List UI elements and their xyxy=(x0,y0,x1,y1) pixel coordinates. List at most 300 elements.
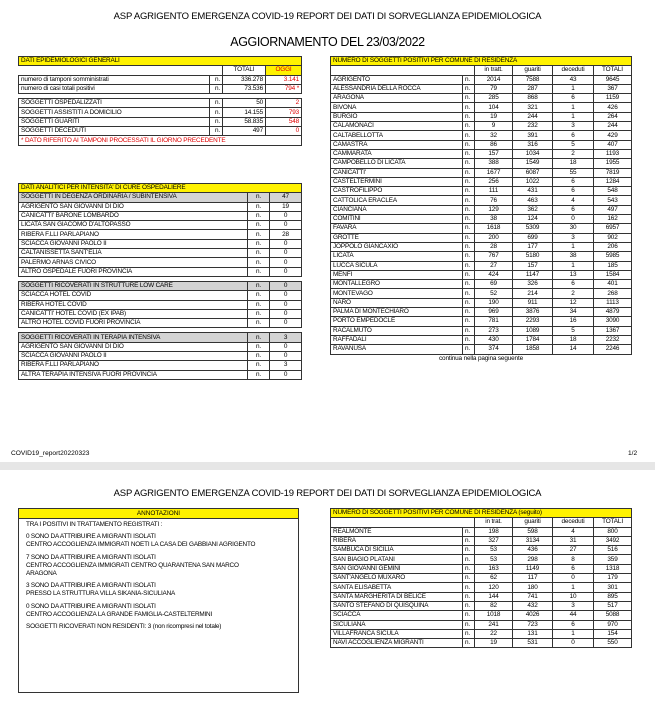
general-row-n: n. xyxy=(210,127,223,136)
in-treatment: 1618 xyxy=(475,224,513,233)
comune-n: n. xyxy=(463,196,475,205)
recovered: 868 xyxy=(513,94,553,103)
general-row-total: 14.155 xyxy=(223,108,266,117)
municipal-row xyxy=(331,252,632,261)
comune-n: n. xyxy=(463,270,475,279)
total: 970 xyxy=(594,620,632,629)
annotation-line: 0 SONO DA ATTRIBUIRE A MIGRANTI ISOLATI xyxy=(26,602,156,610)
total: 407 xyxy=(594,140,632,149)
municipal-row xyxy=(331,620,632,629)
total: 1367 xyxy=(594,326,632,335)
comune-name: GROTTE xyxy=(331,233,463,242)
intensity-row-value: 0 xyxy=(270,352,302,361)
comune-name: FAVARA xyxy=(331,224,463,233)
comune-n: n. xyxy=(463,629,475,638)
general-row-total: 497 xyxy=(223,127,266,136)
intensity-group-value: 3 xyxy=(270,333,302,342)
general-row xyxy=(19,84,302,93)
deceased: 12 xyxy=(553,298,594,307)
comune-name: CATTOLICA ERACLEA xyxy=(331,196,463,205)
recovered: 177 xyxy=(513,242,553,251)
recovered: 117 xyxy=(513,574,553,583)
total: 902 xyxy=(594,233,632,242)
comune-n: n. xyxy=(463,103,475,112)
intensity-row-value: 0 xyxy=(270,249,302,258)
in-treatment: 144 xyxy=(475,592,513,601)
municipal-title: NUMERO DI SOGGETTI POSITIVI PER COMUNE DI RESIDENZA xyxy=(331,57,632,66)
deceased: 44 xyxy=(553,611,594,620)
recovered: 723 xyxy=(513,620,553,629)
recovered: 180 xyxy=(513,583,553,592)
municipal-row xyxy=(331,187,632,196)
deceased: 2 xyxy=(553,149,594,158)
total: 1284 xyxy=(594,177,632,186)
comune-name: SAN BIAGIO PLATANI xyxy=(331,555,463,564)
recovered: 463 xyxy=(513,196,553,205)
comune-n: n. xyxy=(463,224,475,233)
intensity-row xyxy=(19,319,302,328)
intensity-row-value: 0 xyxy=(270,267,302,276)
recovered: 598 xyxy=(513,527,553,536)
intensity-group-header xyxy=(19,281,302,290)
recovered: 157 xyxy=(513,261,553,270)
intensity-row-label: RIBERA HOTEL COVID xyxy=(19,300,248,309)
total: 301 xyxy=(594,583,632,592)
in-treatment: 285 xyxy=(475,94,513,103)
deceased: 1 xyxy=(553,103,594,112)
deceased: 10 xyxy=(553,592,594,601)
total: 5985 xyxy=(594,252,632,261)
recovered: 3134 xyxy=(513,536,553,545)
recovered: 5309 xyxy=(513,224,553,233)
total: 1159 xyxy=(594,94,632,103)
recovered: 1034 xyxy=(513,149,553,158)
in-treatment: 32 xyxy=(475,131,513,140)
general-data-table xyxy=(18,56,302,146)
recovered: 699 xyxy=(513,233,553,242)
deceased: 6 xyxy=(553,620,594,629)
in-treatment: 9 xyxy=(475,122,513,131)
comune-name: ALESSANDRIA DELLA ROCCA xyxy=(331,84,463,93)
total: 550 xyxy=(594,639,632,648)
in-treatment: 86 xyxy=(475,140,513,149)
total: 3090 xyxy=(594,317,632,326)
comune-name: RAVANUSA xyxy=(331,345,463,354)
intensity-row-value: 0 xyxy=(270,309,302,318)
comune-name: LICATA xyxy=(331,252,463,261)
recovered: 214 xyxy=(513,289,553,298)
deceased: 16 xyxy=(553,317,594,326)
intensity-row-n: n. xyxy=(248,319,270,328)
general-row-n: n. xyxy=(210,99,223,108)
comune-n: n. xyxy=(463,168,475,177)
general-row xyxy=(19,75,302,84)
deceased: 5 xyxy=(553,326,594,335)
comune-n: n. xyxy=(463,205,475,214)
general-row-n: n. xyxy=(210,117,223,126)
comune-name: BURGIO xyxy=(331,112,463,121)
continue-note: continua nella pagina seguente xyxy=(439,354,523,362)
general-title: DATI EPIDEMIOLOGICI GENERALI xyxy=(19,57,302,66)
in-treatment: 198 xyxy=(475,527,513,536)
total: 185 xyxy=(594,261,632,270)
general-row xyxy=(19,127,302,136)
annotations-title: ANNOTAZIONI xyxy=(19,509,298,519)
footer-filename: COVID19_report20220323 xyxy=(11,450,90,457)
comune-n: n. xyxy=(463,601,475,610)
comune-n: n. xyxy=(463,215,475,224)
intensity-title: DATI ANALITICI PER INTENSITA' DI CURE OSPEDALIERE xyxy=(19,184,302,193)
total: 154 xyxy=(594,629,632,638)
recovered: 1147 xyxy=(513,270,553,279)
comune-name: RIBERA xyxy=(331,536,463,545)
general-row-today: 3.141 xyxy=(266,75,302,84)
total: 1318 xyxy=(594,564,632,573)
deceased: 0 xyxy=(553,215,594,224)
municipal-row xyxy=(331,335,632,344)
municipal-row xyxy=(331,205,632,214)
intensity-row-label: RIBERA F.LLI PARLAPIANO xyxy=(19,230,248,239)
footer-page-number: 1/2 xyxy=(628,450,638,457)
comune-n: n. xyxy=(463,242,475,251)
intensity-row-value: 0 xyxy=(270,211,302,220)
deceased: 31 xyxy=(553,536,594,545)
in-treatment: 430 xyxy=(475,335,513,344)
recovered: 124 xyxy=(513,215,553,224)
deceased: 18 xyxy=(553,159,594,168)
recovered: 6087 xyxy=(513,168,553,177)
general-row-label: SOGGETTI OSPEDALIZZATI xyxy=(19,99,210,108)
comune-n: n. xyxy=(463,187,475,196)
total: 517 xyxy=(594,601,632,610)
intensity-row-n: n. xyxy=(248,309,270,318)
general-row xyxy=(19,117,302,126)
municipal-row xyxy=(331,574,632,583)
page-separator xyxy=(0,462,655,470)
general-row-n: n. xyxy=(210,84,223,93)
comune-n: n. xyxy=(463,527,475,536)
intensity-row-n: n. xyxy=(248,258,270,267)
intensity-group-n: n. xyxy=(248,333,270,342)
comune-n: n. xyxy=(463,317,475,326)
deceased: 6 xyxy=(553,187,594,196)
municipal-row xyxy=(331,122,632,131)
total: 1584 xyxy=(594,270,632,279)
comune-name: REALMONTE xyxy=(331,527,463,536)
comune-name: PALMA DI MONTECHIARO xyxy=(331,308,463,317)
total: 497 xyxy=(594,205,632,214)
recovered: 1858 xyxy=(513,345,553,354)
general-row-label: SOGGETTI ASSISTITI A DOMICILIO xyxy=(19,108,210,117)
recovered: 244 xyxy=(513,112,553,121)
total: 895 xyxy=(594,592,632,601)
total: 401 xyxy=(594,280,632,289)
deceased: 3 xyxy=(553,601,594,610)
deceased: 6 xyxy=(553,205,594,214)
intensity-row-label: RIBERA F.LLI PARLAPIANO xyxy=(19,361,248,370)
total: 516 xyxy=(594,546,632,555)
total: 9645 xyxy=(594,75,632,84)
intensity-row-n: n. xyxy=(248,370,270,379)
in-treatment: 19 xyxy=(475,112,513,121)
deceased: 6 xyxy=(553,280,594,289)
comune-n: n. xyxy=(463,298,475,307)
intensity-row xyxy=(19,221,302,230)
total: 1113 xyxy=(594,298,632,307)
total: 264 xyxy=(594,112,632,121)
intensity-row-n: n. xyxy=(248,300,270,309)
intensity-row-value: 28 xyxy=(270,230,302,239)
intensity-group-n: n. xyxy=(248,281,270,290)
deceased: 3 xyxy=(553,233,594,242)
municipal-row xyxy=(331,84,632,93)
deceased: 4 xyxy=(553,196,594,205)
report-page-2 xyxy=(0,470,655,703)
deceased: 13 xyxy=(553,270,594,279)
recovered: 531 xyxy=(513,639,553,648)
comune-n: n. xyxy=(463,574,475,583)
municipal-row xyxy=(331,345,632,354)
total: 244 xyxy=(594,122,632,131)
recovered: 741 xyxy=(513,592,553,601)
municipal-row xyxy=(331,177,632,186)
deceased: 6 xyxy=(553,564,594,573)
total: 4879 xyxy=(594,308,632,317)
in-treatment: 273 xyxy=(475,326,513,335)
recovered: 321 xyxy=(513,103,553,112)
comune-name: SAN GIOVANNI GEMINI xyxy=(331,564,463,573)
in-treatment: 327 xyxy=(475,536,513,545)
deceased: 6 xyxy=(553,131,594,140)
comune-n: n. xyxy=(463,84,475,93)
comune-name: CANICATTI' xyxy=(331,168,463,177)
total: 426 xyxy=(594,103,632,112)
deceased: 6 xyxy=(553,94,594,103)
total: 429 xyxy=(594,131,632,140)
municipal-col-header: TOTALI xyxy=(594,66,632,75)
total: 2232 xyxy=(594,335,632,344)
annotation-line: CENTRO ACCOGLIENZA IMMIGRATI CENTRO QUARANTENA SAN MARCO xyxy=(26,561,239,569)
total: 179 xyxy=(594,574,632,583)
intensity-group-header xyxy=(19,193,302,202)
recovered: 2293 xyxy=(513,317,553,326)
municipal-row xyxy=(331,326,632,335)
comune-n: n. xyxy=(463,140,475,149)
general-row-today: 2 xyxy=(266,99,302,108)
intensity-row-n: n. xyxy=(248,249,270,258)
municipal-row xyxy=(331,611,632,620)
in-treatment: 53 xyxy=(475,546,513,555)
comune-n: n. xyxy=(463,308,475,317)
municipal-row xyxy=(331,196,632,205)
in-treatment: 374 xyxy=(475,345,513,354)
in-treatment: 79 xyxy=(475,84,513,93)
comune-name: ARAGONA xyxy=(331,94,463,103)
in-treatment: 27 xyxy=(475,261,513,270)
recovered: 287 xyxy=(513,84,553,93)
comune-n: n. xyxy=(463,177,475,186)
deceased: 1 xyxy=(553,112,594,121)
comune-name: NAVI ACCOGLIENZA MIGRANTI xyxy=(331,639,463,648)
intensity-row-label: AGRIGENTO SAN GIOVANNI DI DIO xyxy=(19,342,248,351)
intensity-row xyxy=(19,239,302,248)
recovered: 5180 xyxy=(513,252,553,261)
col-today-header: OGGI xyxy=(266,66,302,75)
general-row-label: SOGGETTI DECEDUTI xyxy=(19,127,210,136)
in-treatment: 19 xyxy=(475,639,513,648)
annotation-line: 7 SONO DA ATTRIBUIRE A MIGRANTI ISOLATI xyxy=(26,553,156,561)
deceased: 30 xyxy=(553,224,594,233)
in-treatment: 969 xyxy=(475,308,513,317)
in-treatment: 62 xyxy=(475,574,513,583)
intensity-row-value: 0 xyxy=(270,342,302,351)
in-treatment: 69 xyxy=(475,280,513,289)
comune-name: PORTO EMPEDOCLE xyxy=(331,317,463,326)
municipal-row xyxy=(331,555,632,564)
recovered: 3876 xyxy=(513,308,553,317)
annotations-box xyxy=(18,508,299,693)
comune-n: n. xyxy=(463,112,475,121)
municipal-row xyxy=(331,289,632,298)
general-row-total: 336.278 xyxy=(223,75,266,84)
comune-n: n. xyxy=(463,639,475,648)
comune-name: CASTROFILIPPO xyxy=(331,187,463,196)
general-row-n: n. xyxy=(210,75,223,84)
recovered: 391 xyxy=(513,131,553,140)
comune-n: n. xyxy=(463,94,475,103)
in-treatment: 157 xyxy=(475,149,513,158)
intensity-row-n: n. xyxy=(248,291,270,300)
comune-n: n. xyxy=(463,75,475,84)
intensity-group-header xyxy=(19,333,302,342)
intensity-row-value: 3 xyxy=(270,361,302,370)
comune-n: n. xyxy=(463,620,475,629)
recovered: 316 xyxy=(513,140,553,149)
municipal-row xyxy=(331,168,632,177)
comune-name: CAMPOBELLO DI LICATA xyxy=(331,159,463,168)
in-treatment: 388 xyxy=(475,159,513,168)
intensity-row-n: n. xyxy=(248,239,270,248)
intensity-row-n: n. xyxy=(248,352,270,361)
total: 162 xyxy=(594,215,632,224)
comune-n: n. xyxy=(463,546,475,555)
total: 3492 xyxy=(594,536,632,545)
municipal-row xyxy=(331,536,632,545)
deceased: 27 xyxy=(553,546,594,555)
in-treatment: 256 xyxy=(475,177,513,186)
comune-name: BIVONA xyxy=(331,103,463,112)
municipal-row xyxy=(331,215,632,224)
deceased: 55 xyxy=(553,168,594,177)
in-treatment: 2014 xyxy=(475,75,513,84)
total: 1955 xyxy=(594,159,632,168)
deceased: 5 xyxy=(553,140,594,149)
deceased: 43 xyxy=(553,75,594,84)
intensity-row-label: CANICATTI' BARONE LOMBARDO xyxy=(19,211,248,220)
comune-name: COMITINI xyxy=(331,215,463,224)
intensity-row-label: CALTANISSETTA SANT'ELIA xyxy=(19,249,248,258)
recovered: 232 xyxy=(513,122,553,131)
in-treatment: 111 xyxy=(475,187,513,196)
recovered: 1022 xyxy=(513,177,553,186)
deceased: 1 xyxy=(553,583,594,592)
in-treatment: 781 xyxy=(475,317,513,326)
municipal-row xyxy=(331,592,632,601)
total: 548 xyxy=(594,187,632,196)
intensity-row xyxy=(19,300,302,309)
municipal-row xyxy=(331,94,632,103)
comune-name: MONTALLEGRO xyxy=(331,280,463,289)
in-treatment: 28 xyxy=(475,242,513,251)
comune-name: SANTA MARGHERITA DI BELICE xyxy=(331,592,463,601)
annotation-line: ARAGONA xyxy=(26,570,57,578)
municipal-row xyxy=(331,159,632,168)
comune-n: n. xyxy=(463,564,475,573)
general-row xyxy=(19,108,302,117)
intensity-row-value: 0 xyxy=(270,319,302,328)
recovered: 1784 xyxy=(513,335,553,344)
intensity-row xyxy=(19,258,302,267)
in-treatment: 120 xyxy=(475,583,513,592)
municipal-row xyxy=(331,224,632,233)
recovered: 1089 xyxy=(513,326,553,335)
intensity-row-label: LICATA SAN GIACOMO D'ALTOPASSO xyxy=(19,221,248,230)
comune-n: n. xyxy=(463,280,475,289)
intensity-row-value: 0 xyxy=(270,370,302,379)
comune-name: CIANCIANA xyxy=(331,205,463,214)
comune-name: SANTO STEFANO DI QUISQUINA xyxy=(331,601,463,610)
comune-n: n. xyxy=(463,592,475,601)
update-date: AGGIORNAMENTO DEL 23/03/2022 xyxy=(230,35,425,49)
intensity-row-n: n. xyxy=(248,342,270,351)
recovered: 436 xyxy=(513,546,553,555)
municipal-positives-table-continued xyxy=(330,508,632,648)
comune-n: n. xyxy=(463,122,475,131)
deceased: 0 xyxy=(553,574,594,583)
comune-name: SICULIANA xyxy=(331,620,463,629)
comune-n: n. xyxy=(463,326,475,335)
intensity-row xyxy=(19,211,302,220)
total: 6957 xyxy=(594,224,632,233)
intensity-row-value: 19 xyxy=(270,202,302,211)
municipal-row xyxy=(331,601,632,610)
recovered: 131 xyxy=(513,629,553,638)
recovered: 362 xyxy=(513,205,553,214)
comune-n: n. xyxy=(463,335,475,344)
general-row-label: numero di casi totali positivi xyxy=(19,84,210,93)
intensity-row xyxy=(19,291,302,300)
municipal-row xyxy=(331,103,632,112)
comune-name: SAMBUCA DI SICILIA xyxy=(331,546,463,555)
municipal-row xyxy=(331,261,632,270)
general-row-total: 50 xyxy=(223,99,266,108)
in-treatment: 1018 xyxy=(475,611,513,620)
intensity-group-label: SOGGETTI RICOVERATI IN TERAPIA INTENSIVA xyxy=(19,333,248,342)
comune-name: MONTEVAGO xyxy=(331,289,463,298)
total: 5088 xyxy=(594,611,632,620)
recovered: 326 xyxy=(513,280,553,289)
comune-name: SCIACCA xyxy=(331,611,463,620)
intensity-row-value: 0 xyxy=(270,221,302,230)
total: 367 xyxy=(594,84,632,93)
comune-name: SANTA ELISABETTA xyxy=(331,583,463,592)
intensity-row xyxy=(19,342,302,351)
comune-n: n. xyxy=(463,159,475,168)
comune-n: n. xyxy=(463,252,475,261)
municipal-row xyxy=(331,527,632,536)
in-treatment: 424 xyxy=(475,270,513,279)
recovered: 911 xyxy=(513,298,553,307)
